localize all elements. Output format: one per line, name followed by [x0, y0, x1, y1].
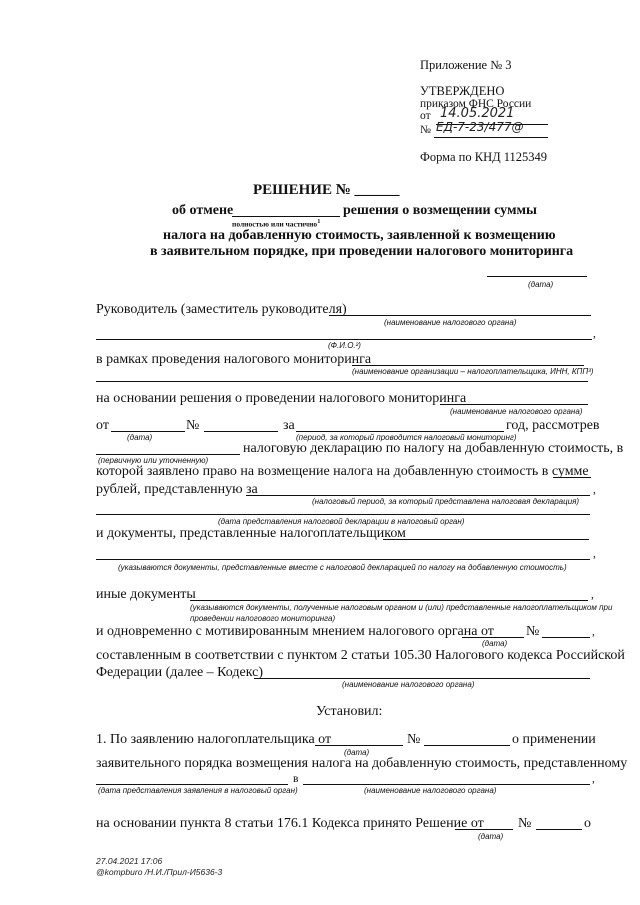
app-submission-field[interactable]: [96, 784, 288, 785]
decision-title: РЕШЕНИЕ № ______: [253, 182, 400, 198]
primary-field[interactable]: [96, 454, 240, 455]
order-date-handwritten: 14.05.2021: [440, 106, 515, 121]
hint-tax-authority: (наименование налогового органа): [384, 318, 517, 327]
title-line3: в заявительном порядке, при проведении налогового мониторинга: [150, 244, 574, 259]
for-word: за: [283, 418, 295, 433]
rubles-text: рублей, представленную за: [96, 482, 258, 497]
date-hint: (дата): [528, 280, 554, 289]
order-number-label: №: [420, 124, 431, 136]
hint-tax-authority-2: (наименование налогового органа): [450, 407, 583, 416]
other-docs-label: иные документы: [96, 587, 196, 602]
title-line1-a: об отмене: [172, 203, 234, 218]
title-line1-b: решения о возмещении суммы: [343, 203, 537, 218]
order-number-handwritten: ЕД-7-23/477@: [436, 120, 524, 134]
hint-decl-date: (дата представления налоговой декларации в налоговый орган): [218, 517, 465, 526]
sum-field[interactable]: [553, 477, 591, 478]
established-heading: Установил:: [316, 704, 383, 719]
hint-documents: (указываются документы, представленные вместе с налоговой декларацией по налогу на добавленную стоимость): [118, 563, 567, 572]
basis-field[interactable]: [440, 404, 588, 405]
other-docs-field[interactable]: [190, 600, 588, 601]
number-field[interactable]: [204, 431, 278, 432]
hint-date-4: (дата): [478, 832, 504, 841]
item1-basis-text: на основании пункта 8 статьи 176.1 Кодекса принято Решение от: [96, 816, 484, 831]
decision-date-field[interactable]: [455, 829, 513, 830]
title-line2: налога на добавленную стоимость, заявленной к возмещению: [163, 228, 556, 243]
fio-field[interactable]: [96, 339, 592, 340]
hint-period: (период, за который проводится налоговый мониторинг): [296, 433, 517, 442]
item1-tax-authority-field[interactable]: [303, 784, 590, 785]
from-date-field[interactable]: [111, 431, 185, 432]
hint-fio: (Ф.И.О.²): [328, 341, 361, 350]
app-date-field[interactable]: [315, 745, 403, 746]
hint-app-date: (дата представления заявления в налоговый орган): [98, 786, 298, 795]
item1-text-a: 1. По заявлению налогоплательщика от: [96, 732, 332, 747]
appendix-label: Приложение № 3: [420, 58, 512, 72]
head-field[interactable]: [329, 315, 591, 316]
basis-label: на основании решения о проведении налогового мониторинга: [96, 391, 467, 406]
from-word: от: [96, 418, 109, 433]
item1-text-b: о применении: [512, 732, 596, 747]
tax-period-field[interactable]: [246, 495, 590, 496]
hint-org: (наименование организации – налогоплательщика, ИНН, КПП³): [352, 367, 594, 376]
documents-field[interactable]: [383, 539, 589, 540]
decision-number-field[interactable]: [536, 829, 582, 830]
period-field[interactable]: [296, 431, 504, 432]
head-label: Руководитель (заместитель руководителя): [96, 302, 347, 317]
monitoring-label: в рамках проведения налогового мониторинга: [96, 352, 372, 367]
opinion-date-field[interactable]: [462, 637, 524, 638]
hint-partial: полностью или частично$^1$: [232, 218, 321, 229]
hint-tax-authority-4: (наименование налогового органа): [364, 786, 497, 795]
number-sign: №: [186, 418, 200, 433]
tail-o: о: [584, 816, 591, 831]
footer-timestamp: 27.04.2021 17:06: [96, 856, 163, 866]
order-line: приказом ФНС России: [420, 98, 532, 110]
documents-text: и документы, представленные налогоплательщиком: [96, 526, 406, 541]
app-number-field[interactable]: [424, 745, 510, 746]
hint-primary: (первичную или уточненную): [98, 456, 209, 465]
year-reviewed: год, рассмотрев: [506, 418, 600, 433]
org-field[interactable]: [352, 365, 584, 366]
declaration-text: налоговую декларацию по налогу на добавленную стоимость, в: [243, 441, 624, 456]
hint-date-2: (дата): [482, 639, 508, 648]
hint-date-1: (дата): [127, 433, 153, 442]
hint-tax-period: (налоговый период, за который представлена налоговая декларация): [312, 497, 580, 506]
tax-authority-field[interactable]: [254, 678, 590, 679]
order-from-label: от: [420, 110, 431, 122]
drawn-up-text: составленным в соответствии с пунктом 2 статьи 105.30 Налогового кодекса Российской: [96, 648, 625, 663]
hint-other-docs-1: (указываются документы, полученные налоговым органом и (или) представленные налогоплательщиком при: [190, 603, 613, 612]
approved-label: УТВЕРЖДЕНО: [420, 84, 505, 98]
item1-line2: заявительного порядка возмещения налога на добавленную стоимость, представленному: [96, 756, 628, 771]
claimed-text: которой заявлено право на возмещение налога на добавленную стоимость в сумме: [96, 464, 589, 479]
hint-date-3: (дата): [344, 748, 370, 757]
hint-other-docs-2: проведении налогового мониторинга): [190, 614, 336, 623]
hint-tax-authority-3: (наименование налогового органа): [342, 680, 475, 689]
federation-text: Федерации (далее – Кодекс): [96, 665, 264, 680]
form-code: Форма по КНД 1125349: [420, 150, 548, 164]
in-word: в: [293, 773, 299, 785]
decl-date-field[interactable]: [96, 514, 590, 515]
footer-ref: @kompburo /Н.И./Прил-И5636-3: [96, 867, 223, 877]
opinion-number-field[interactable]: [542, 637, 590, 638]
opinion-text: и одновременно с мотивированным мнением налогового органа от: [96, 624, 494, 639]
